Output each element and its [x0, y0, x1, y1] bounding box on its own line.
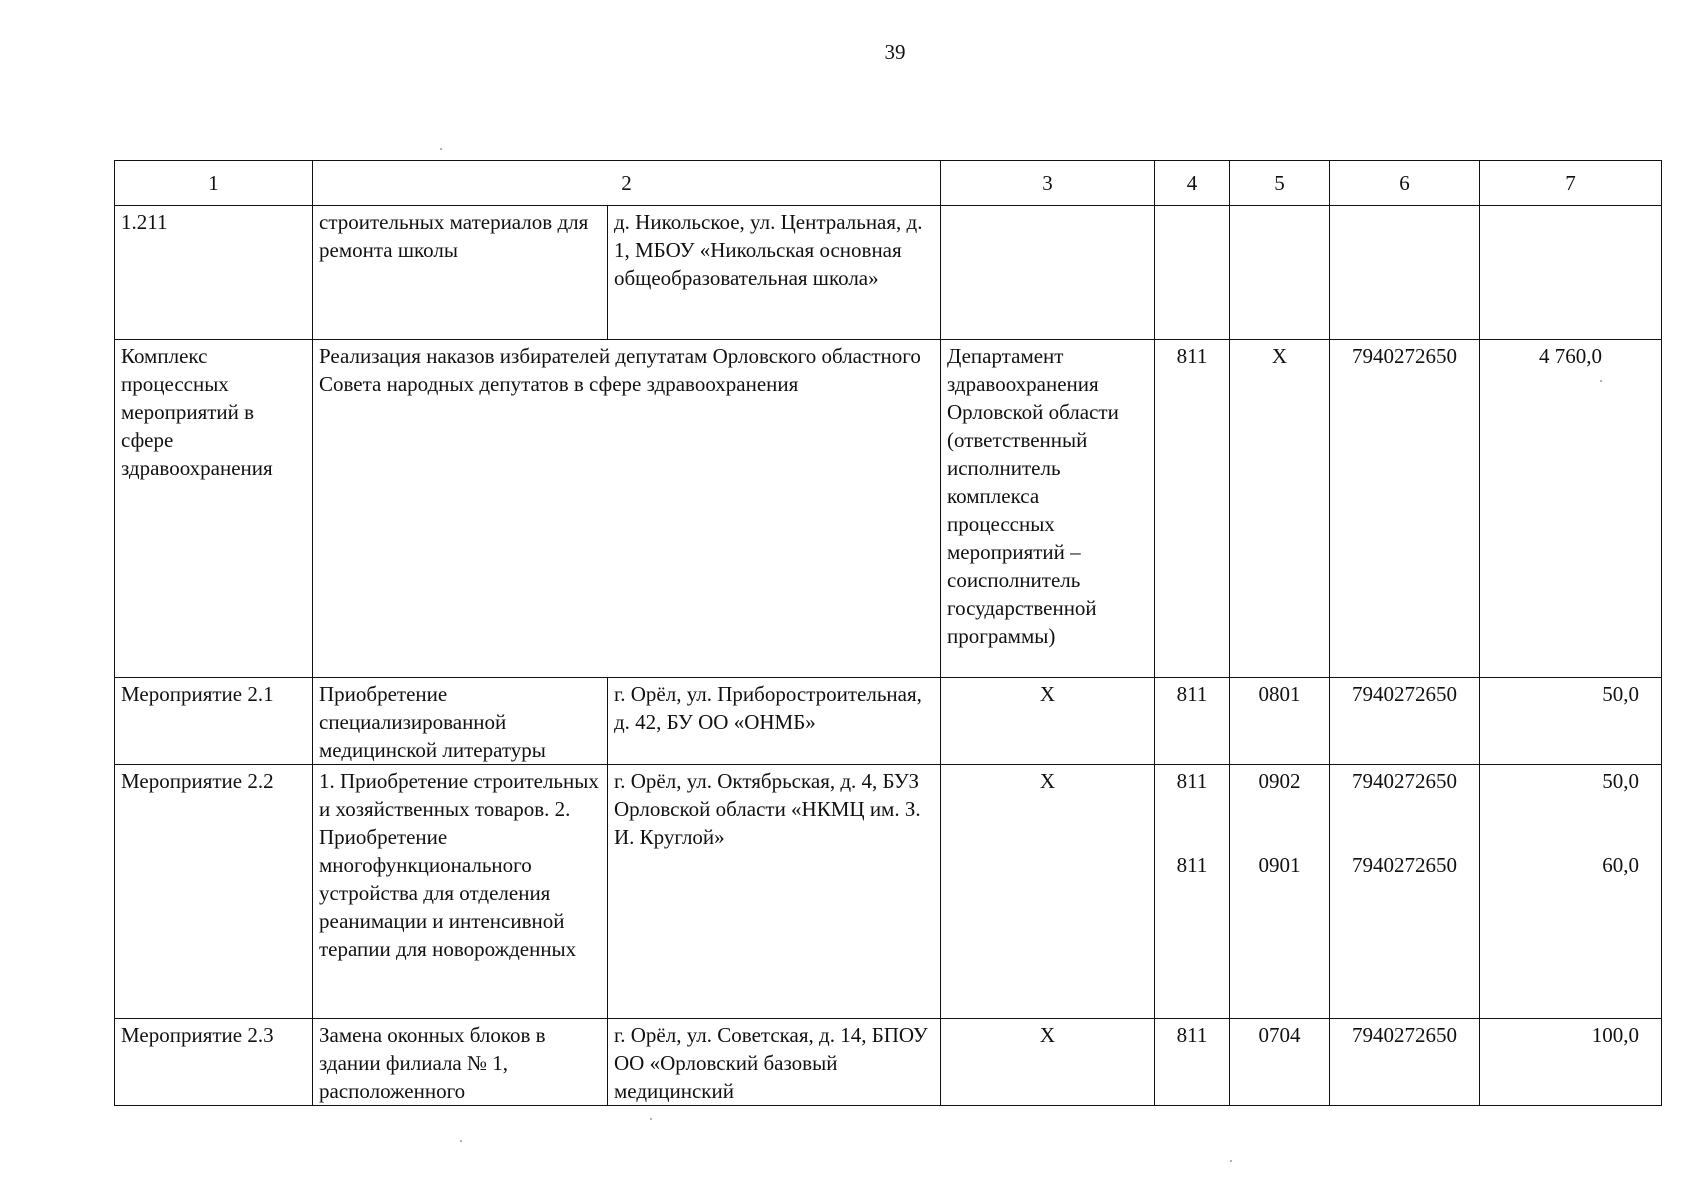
row-col-3: X [941, 1019, 1155, 1106]
row-description: Реализация наказов избирателей депутатам Орловского областного Совета народных депутатов в сфере здравоохранения [313, 340, 941, 678]
row-col-7: 50,0 [1480, 678, 1662, 765]
empty-cell [1480, 206, 1662, 340]
empty-cell [1230, 206, 1330, 340]
spacer [1161, 795, 1223, 851]
spacer [1236, 795, 1323, 851]
empty-cell [1155, 206, 1230, 340]
row-executor: Департамент здравоохранения Орловской области (ответственный исполнитель комплекса процессных мероприятий – соисполнитель государственной программы) [941, 340, 1155, 678]
table-row [115, 1019, 1662, 1106]
value-line: 7940272650 [1352, 853, 1457, 877]
table-row [115, 206, 1662, 340]
empty-cell [941, 206, 1155, 340]
header-cell-2: 2 [313, 161, 941, 206]
page-number: 39 [884, 40, 906, 64]
row-address: г. Орёл, ул. Октябрьская, д. 4, БУЗ Орловской области «НКМЦ им. З. И. Круглой» [608, 765, 941, 1019]
empty-cell [1330, 206, 1480, 340]
row-description: строительных материалов для ремонта школы [313, 206, 608, 340]
row-description: Замена оконных блоков в здании филиала № 1, расположенного [313, 1019, 608, 1106]
row-name: Комплекс процессных мероприятий в сфере здравоохранения [115, 340, 313, 678]
row-name: Мероприятие 2.1 [115, 678, 313, 765]
header-row [115, 161, 1662, 206]
row-col-5: 0801 [1230, 678, 1330, 765]
header-cell-6: 6 [1330, 161, 1480, 206]
row-col-7: 100,0 [1480, 1019, 1662, 1106]
header-cell-4: 4 [1155, 161, 1230, 206]
scan-speck [650, 1118, 652, 1120]
value-line: 811 [1176, 853, 1208, 877]
row-col-6: 7940272650 [1330, 1019, 1480, 1106]
row-col-5: X [1230, 340, 1330, 678]
row-col-3: X [941, 678, 1155, 765]
row-address: г. Орёл, ул. Приборостроительная, д. 42, БУ ОО «ОНМБ» [608, 678, 941, 765]
row-col-6: 7940272650 [1330, 340, 1480, 678]
row-address: д. Никольское, ул. Центральная, д. 1, МБОУ «Никольская основная общеобразовательная школа» [608, 206, 941, 340]
row-description: 1. Приобретение строительных и хозяйственных товаров. 2. Приобретение многофункционального устройства для отделения реанимации и интенсивной терапии для новорожденных [313, 765, 608, 1019]
row-col-7 [1480, 765, 1662, 1019]
row-col-4: 811 [1155, 678, 1230, 765]
row-col-3: X [941, 765, 1155, 1019]
header-cell-3: 3 [941, 161, 1155, 206]
value-line: 0902 [1258, 769, 1301, 793]
table-row [115, 765, 1662, 1019]
row-name: Мероприятие 2.3 [115, 1019, 313, 1106]
scan-speck [440, 148, 442, 150]
value-line: 60,0 [1602, 853, 1639, 877]
spacer [1486, 795, 1639, 851]
row-col-5 [1230, 765, 1330, 1019]
budget-table [114, 160, 1662, 1106]
header-cell-1: 1 [115, 161, 313, 206]
table-row [115, 678, 1662, 765]
row-col-6: 7940272650 [1330, 678, 1480, 765]
header-cell-5: 5 [1230, 161, 1330, 206]
header-cell-7: 7 [1480, 161, 1662, 206]
table-row [115, 340, 1662, 678]
row-col-4: 811 [1155, 340, 1230, 678]
scan-speck [1600, 380, 1602, 382]
value-line: 811 [1176, 769, 1208, 793]
row-col-6 [1330, 765, 1480, 1019]
row-col-5: 0704 [1230, 1019, 1330, 1106]
value-line: 50,0 [1602, 769, 1639, 793]
row-description: Приобретение специализированной медицинской литературы [313, 678, 608, 765]
row-col-7: 4 760,0 [1480, 340, 1662, 678]
spacer [1336, 795, 1473, 851]
row-name: Мероприятие 2.2 [115, 765, 313, 1019]
scan-speck [1230, 1160, 1232, 1162]
row-col-4 [1155, 765, 1230, 1019]
row-code: 1.211 [115, 206, 313, 340]
value-line: 0901 [1258, 853, 1301, 877]
row-address: г. Орёл, ул. Советская, д. 14, БПОУ ОО «Орловский базовый медицинский [608, 1019, 941, 1106]
row-col-4: 811 [1155, 1019, 1230, 1106]
value-line: 7940272650 [1352, 769, 1457, 793]
scan-speck [460, 1140, 462, 1142]
